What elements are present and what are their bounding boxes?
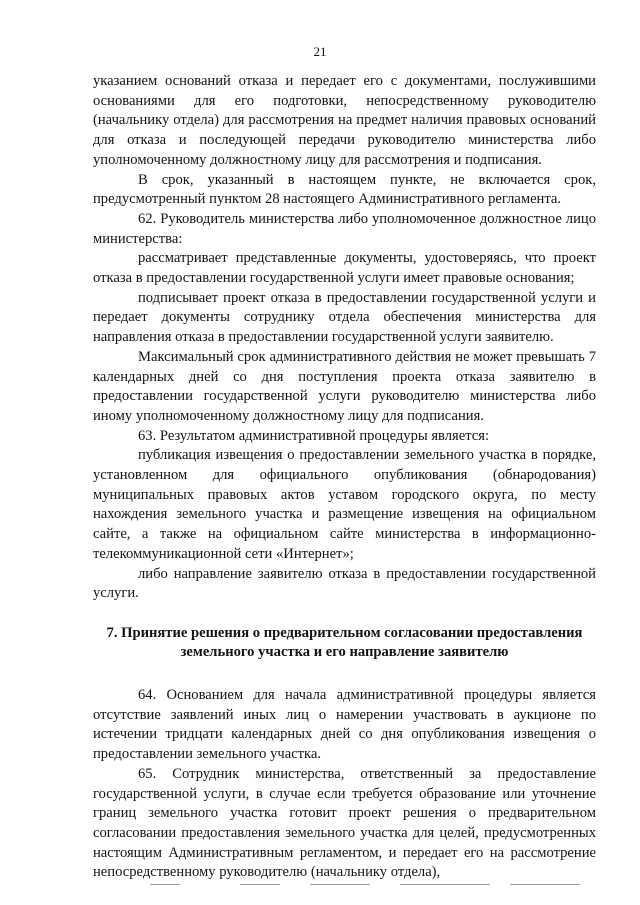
paragraph-item-64: 64. Основанием для начала административной процедуры является отсутствие заявлений иных лиц о намерении участвовать в аукционе по истечении тридцати календарных дней со дня опубликования извещения о предоставлении земельного участка. [93, 686, 596, 763]
paragraph: Максимальный срок административного действия не может превышать 7 календарных дней со дня поступления проекта отказа заявителю в предоставлении государственной услуги руководителю министерства либо иному уполномоченному должностному лицу для подписания. [93, 348, 596, 424]
paragraph: либо направление заявителю отказа в предоставлении государственной услуги. [93, 565, 596, 602]
scan-artifact-marks [150, 884, 590, 888]
page-number: 21 [313, 44, 327, 59]
paragraph: публикация извещения о предоставлении земельного участка в порядке, установленном для официального опубликования (обнародования) муниципальных правовых актов уставом городского округа, по месту нахождения земельного участка и размещение извещения на официальном сайте, а также на официальном сайте министерства в информационно-телекоммуникационной сети «Интернет»; [93, 447, 596, 562]
section-heading-line-1: 7. Принятие решения о предварительном согласовании предоставления [106, 624, 583, 641]
paragraph-item-63: 63. Результатом административной процедуры является: [138, 427, 490, 444]
paragraph-item-62: 62. Руководитель министерства либо уполномоченное должностное лицо министерства: [93, 210, 596, 247]
document-body [93, 72, 596, 883]
paragraph: В срок, указанный в настоящем пункте, не включается срок, предусмотренный пунктом 28 настоящего Административного регламента. [93, 171, 596, 208]
paragraph: рассматривает представленные документы, удостоверяясь, что проект отказа в предоставлении государственной услуги имеет правовые основания; [93, 250, 596, 287]
paragraph: подписывает проект отказа в предоставлении государственной услуги и передает документы сотруднику отдела обеспечения министерства для направления отказа в предоставлении государственной услуги заявителю. [93, 289, 596, 346]
section-heading [93, 624, 596, 662]
paragraph-continuation: указанием оснований отказа и передает его с документами, послужившими основаниями для его подготовки, непосредственному руководителю (начальнику отдела) для рассмотрения на предмет наличия правовых оснований для отказа и последующей передачи руководителю министерства либо уполномоченному должностному лицу для рассмотрения и подписания. [93, 73, 596, 168]
section-heading-line-2: земельного участка и его направление заявителю [180, 643, 509, 660]
paragraph-item-65: 65. Сотрудник министерства, ответственный за предоставление государственной услуги, в случае если требуется образование или уточнение границ земельного участка готовит проект решения о предварительном согласовании предоставления земельного участка для целей, предусмотренных настоящим Административным регламентом, и передает его на рассмотрение непосредственному руководителю (начальнику отдела), [93, 765, 596, 881]
